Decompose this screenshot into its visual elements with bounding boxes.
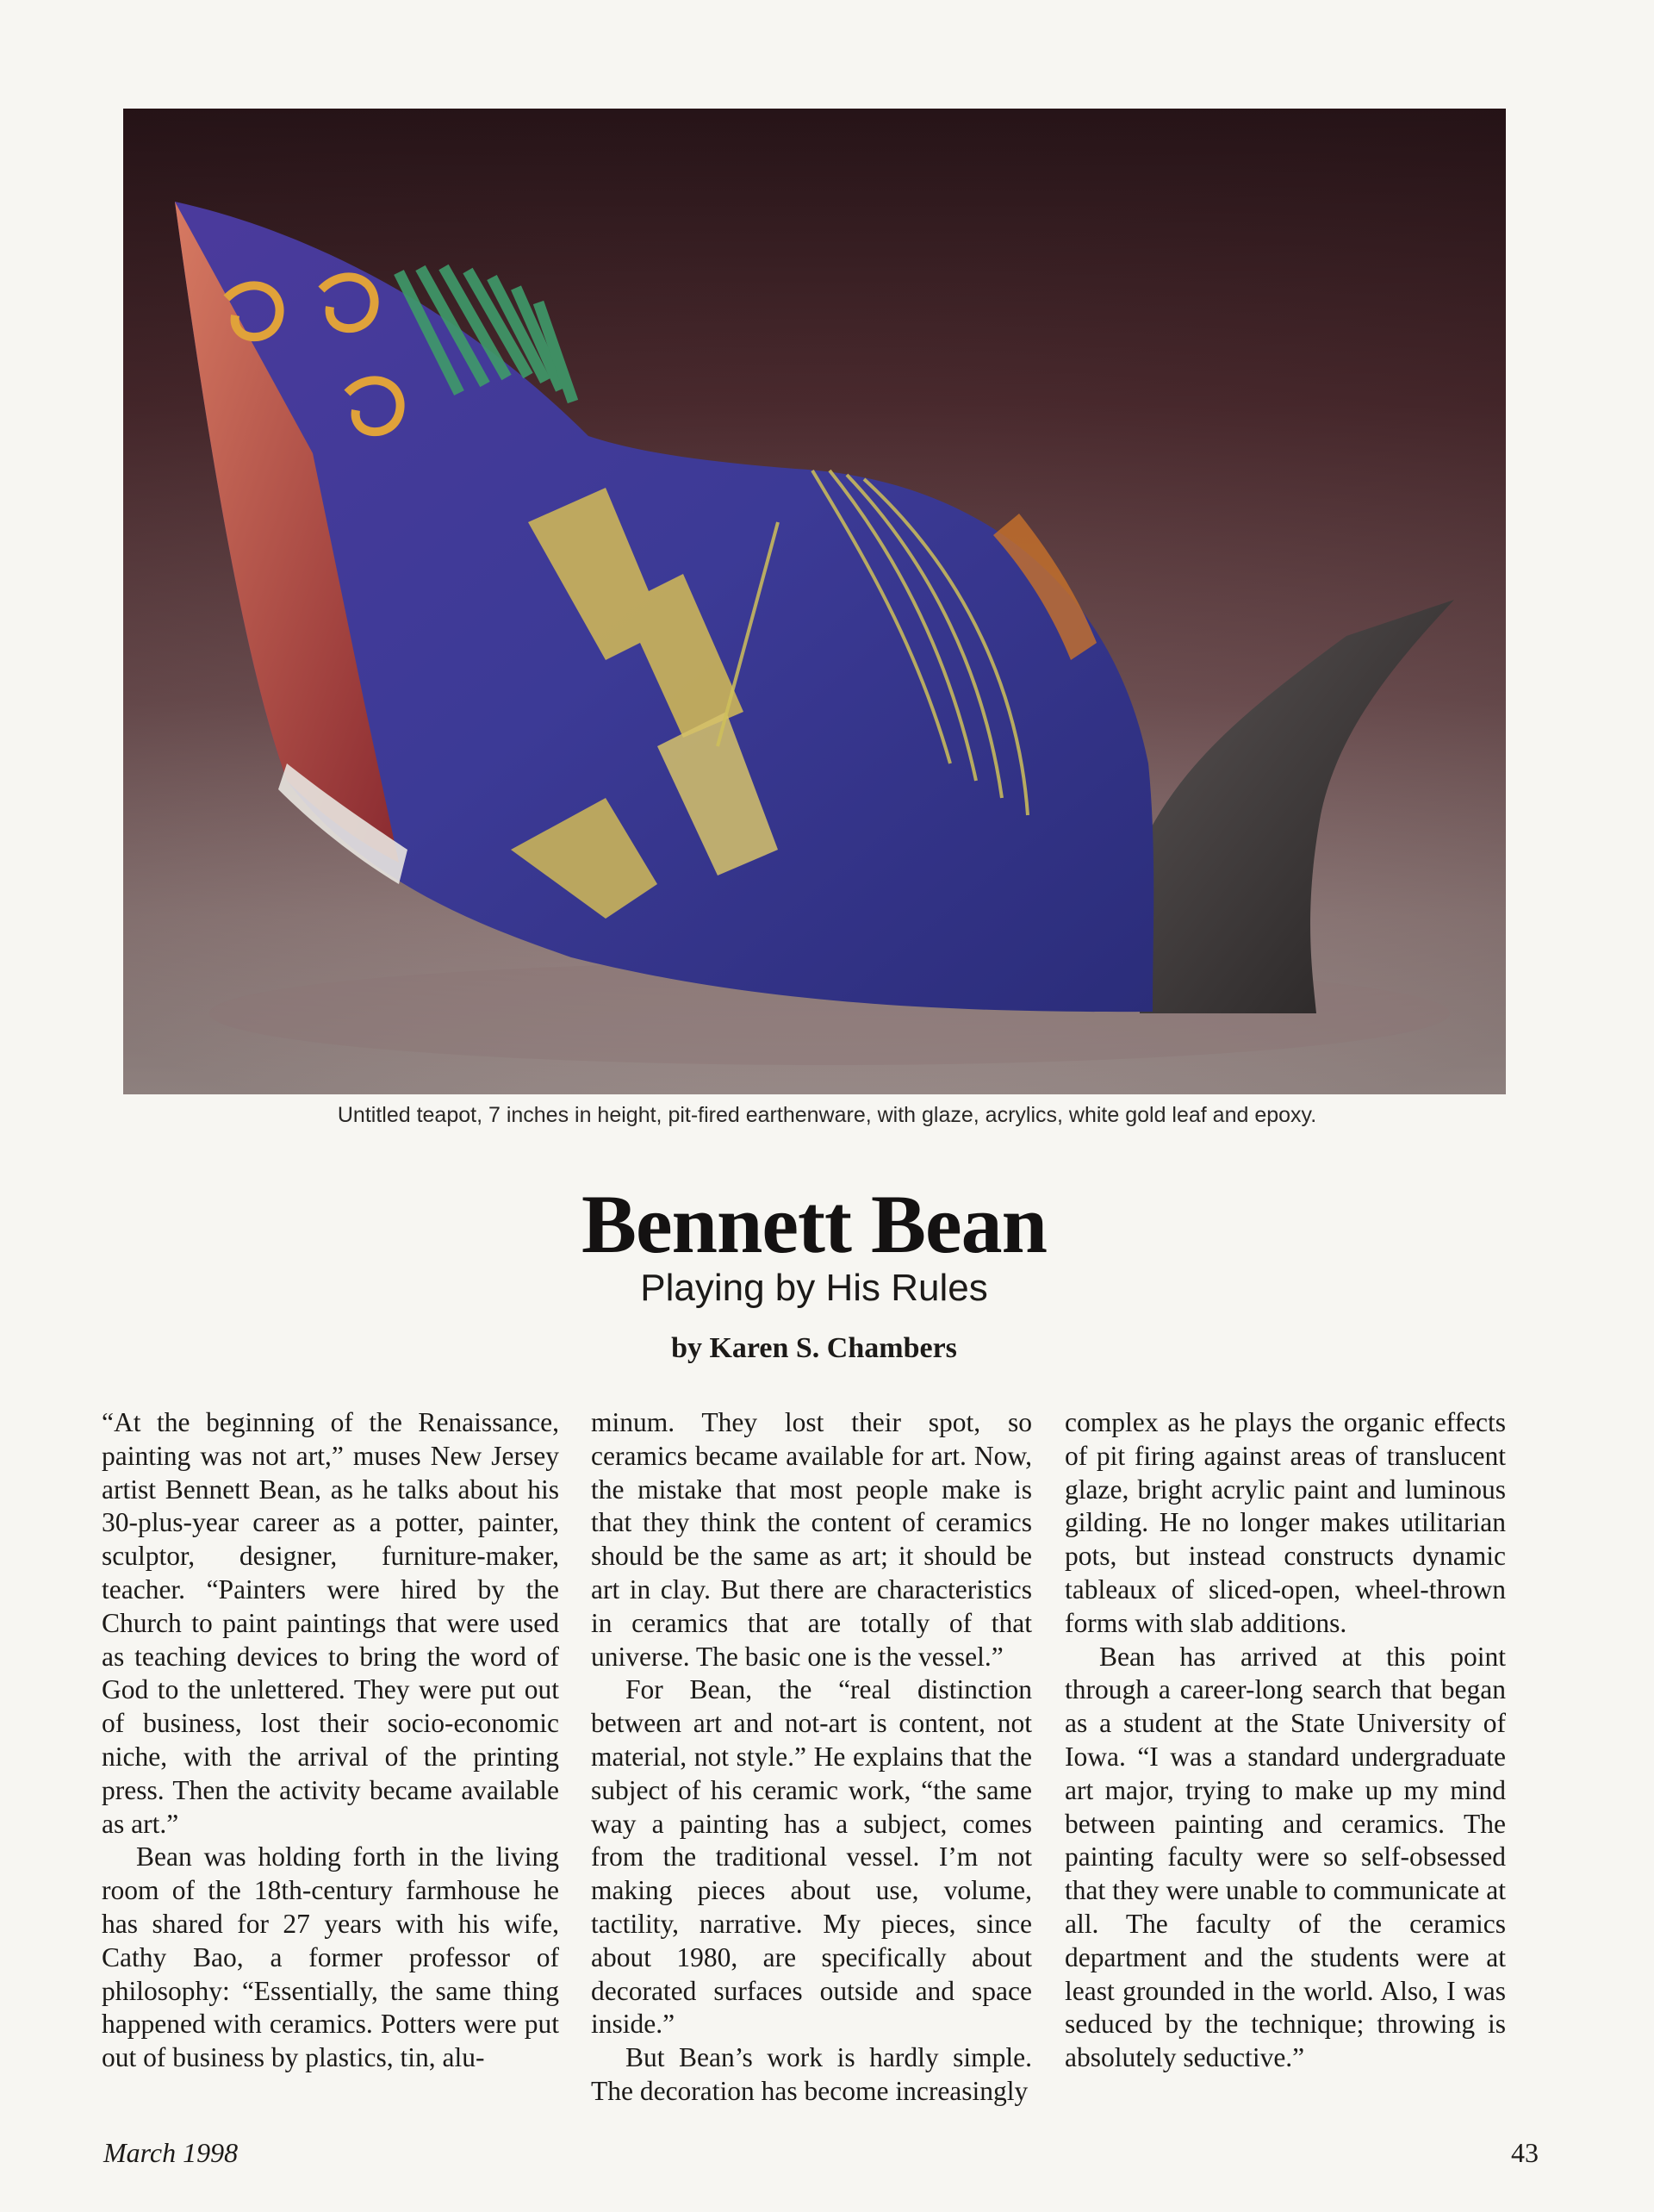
text-column-2 xyxy=(591,1406,1032,2109)
paragraph: “At the beginning of the Renaissance, painting was not art,” muses New Jersey artist Bennett Bean, as he talks about his 30-plus-year career as a potter, painter, sculptor, designer, furniture-maker, teacher. “Painters were hired by the Church to paint paintings that were used as teaching devices to bring the word of God to the unlettered. They were put out of business, lost their socio-economic niche, with the arrival of the printing press. Then the activity became available as art.” xyxy=(102,1407,559,1839)
article-title: Bennett Bean xyxy=(581,1178,1047,1270)
article-byline: by Karen S. Chambers xyxy=(671,1332,957,1364)
teapot-photo xyxy=(123,109,1506,1094)
paragraph: Bean has arrived at this point through a career-long search that began as a student at the State University of Iowa. “I was a standard undergraduate art major, trying to make up my mind between painting and ceramics. The painting faculty were so self-obsessed that they were unable to communicate at all. The faculty of the ceramics department and the students were at least grounded in the world. Also, I was seduced by the technique; throwing is absolutely seductive.” xyxy=(1065,1641,1506,2073)
paragraph: But Bean’s work is hardly simple. The decoration has become increasingly xyxy=(591,2042,1032,2106)
paragraph: complex as he plays the organic effects of pit firing against areas of translucent glaze, bright acrylic paint and luminous gilding. He no longer makes utilitarian pots, but instead constructs dynamic tableaux of sliced-open, wheel-thrown forms with slab additions. xyxy=(1065,1407,1506,1638)
photo-caption: Untitled teapot, 7 inches in height, pit-fired earthenware, with glaze, acrylics, white gold leaf and epoxy. xyxy=(337,1103,1317,1127)
issue-date: March 1998 xyxy=(103,2137,239,2168)
page-number: 43 xyxy=(1511,2137,1539,2168)
text-column-1 xyxy=(102,1406,559,2075)
teapot-illustration xyxy=(123,109,1506,1094)
paragraph: For Bean, the “real distinction between art and not-art is content, not material, not style.” He explains that the subject of his ceramic work, “the same way a painting has a subject, comes from the traditional vessel. I’m not making pieces about use, volume, tactility, narrative. My pieces, since about 1980, are specifically about decorated surfaces outside and space inside.” xyxy=(591,1674,1032,2040)
article-subtitle: Playing by His Rules xyxy=(640,1267,988,1309)
paragraph: minum. They lost their spot, so ceramics became available for art. Now, the mistake that most people make is that they think the content of ceramics should be the same as art; it should be art in clay. But there are characteristics in ceramics that are totally of that universe. The basic one is the vessel.” xyxy=(591,1407,1032,1672)
text-column-3 xyxy=(1065,1406,1506,2075)
paragraph: Bean was holding forth in the living room of the 18th-century farmhouse he has shared for 27 years with his wife, Cathy Bao, a former professor of philosophy: “Essentially, the same thing happened with ceramics. Potters were put out of business by plastics, tin, alu- xyxy=(102,1841,559,2073)
